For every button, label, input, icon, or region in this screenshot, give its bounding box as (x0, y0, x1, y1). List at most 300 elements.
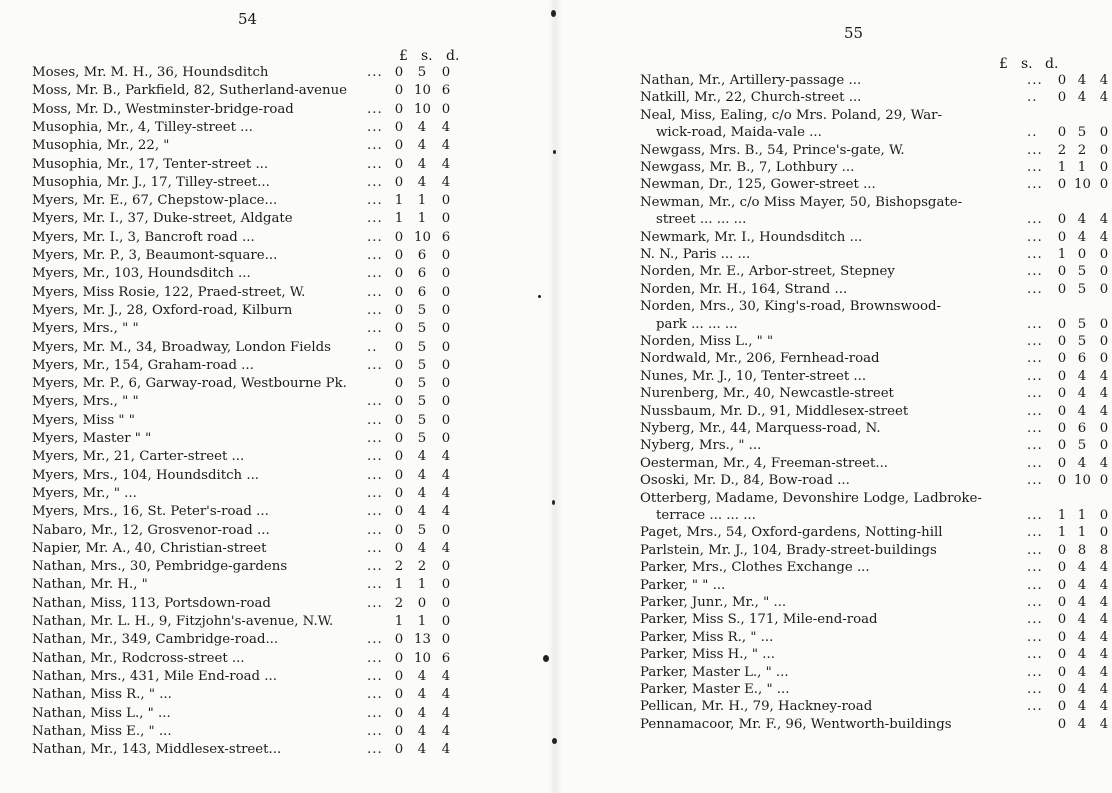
pounds-value: 1 (394, 211, 404, 227)
subscriber-row (640, 385, 1109, 403)
subscriber-row (640, 559, 1109, 577)
shillings-value: 10 (1074, 177, 1091, 193)
shillings-value: 4 (1077, 629, 1087, 645)
subscriber-name: Ososki, Mr. D., 84, Bow-road ... (640, 473, 850, 489)
shillings-value: 4 (1077, 403, 1087, 419)
shillings-value: 10 (414, 101, 431, 117)
pence-value: 8 (1099, 542, 1109, 558)
subscriber-name: Myers, Mr. P., 3, Beaumont-square... (32, 248, 278, 263)
pence-value: 0 (441, 321, 451, 337)
pence-value: 0 (441, 559, 451, 575)
pounds-value: 1 (394, 193, 404, 209)
pence-value: 4 (1099, 577, 1109, 593)
pounds-value: 0 (1057, 577, 1067, 593)
subscriber-name: Newgass, Mrs. B., 54, Prince's-gate, W. (640, 142, 905, 158)
subscriber-name: Parker, Miss H., " ... (640, 647, 775, 663)
ink-speck (551, 10, 556, 17)
pounds-value: 0 (1057, 716, 1067, 732)
shillings-value: 1 (417, 614, 427, 629)
pounds-value: 0 (394, 156, 404, 172)
shillings-value: 5 (417, 394, 427, 410)
pounds-value: 0 (394, 357, 404, 373)
subscriber-name: Nathan, Miss L., " ... (32, 705, 171, 721)
pence-value: 0 (441, 412, 451, 428)
shillings-value: 1 (417, 193, 427, 209)
leader-dots: ... (1027, 264, 1043, 280)
shillings-value: 4 (1077, 229, 1087, 245)
subscriber-name: Newmark, Mr. I., Houndsditch ... (640, 229, 863, 245)
shillings-value: 4 (1077, 386, 1087, 402)
subscriber-row (32, 485, 472, 503)
shillings-value: 4 (417, 119, 427, 135)
subscriber-row (32, 284, 472, 302)
subscriber-name: Nathan, Mr., 143, Middlesex-street... (32, 742, 282, 758)
pence-value: 4 (441, 156, 451, 172)
leader-dots: ... (1027, 560, 1043, 576)
pence-value: 4 (441, 467, 451, 483)
shillings-value: 1 (1077, 160, 1087, 175)
shillings-header: s. (1021, 56, 1033, 72)
shillings-value: 4 (1077, 212, 1087, 228)
leader-dots: ... (1027, 542, 1043, 558)
pounds-header: £ (999, 56, 1008, 72)
leader-dots: ... (1027, 455, 1043, 471)
subscriber-row (32, 503, 472, 521)
pence-value: 0 (1099, 525, 1109, 541)
subscriber-row (32, 412, 472, 430)
leader-dots: ... (367, 449, 383, 465)
leader-dots: .. (1027, 125, 1038, 141)
subscriber-name: Myers, Miss " " (32, 412, 135, 428)
leader-dots: ... (367, 357, 383, 373)
subscriber-row (640, 229, 1109, 247)
ink-speck (543, 655, 549, 662)
shillings-value: 4 (417, 705, 427, 721)
pounds-value: 0 (394, 302, 404, 318)
leader-dots: ... (367, 577, 383, 593)
leader-dots: ... (1027, 142, 1043, 158)
subscriber-row (32, 101, 472, 119)
subscriber-name: street ... ... ... (656, 212, 747, 228)
pence-value: 0 (1099, 351, 1109, 367)
pounds-value: 2 (394, 595, 404, 611)
pence-value: 0 (1099, 316, 1109, 332)
pence-value: 4 (1099, 716, 1109, 732)
subscriber-name: Otterberg, Madame, Devonshire Lodge, Ladbroke- (640, 490, 982, 506)
pounds-value: 0 (1057, 229, 1067, 245)
pence-value: 4 (441, 687, 451, 703)
leader-dots: ... (367, 211, 383, 227)
shillings-value: 4 (417, 742, 427, 758)
pounds-value: 0 (394, 668, 404, 684)
pence-value: 0 (441, 376, 451, 392)
leader-dots: ... (367, 485, 383, 501)
subscriber-row (32, 448, 472, 466)
shillings-value: 5 (417, 339, 427, 355)
right-page (562, 0, 1109, 793)
pounds-value: 0 (1057, 368, 1067, 384)
leader-dots: ... (1027, 247, 1043, 262)
leader-dots: ... (1027, 473, 1043, 489)
leader-dots: ... (367, 559, 383, 575)
pence-value: 0 (1099, 508, 1109, 523)
pounds-value: 0 (394, 431, 404, 446)
leader-dots: ... (367, 595, 383, 611)
subscriber-row (640, 350, 1109, 368)
subscriber-name: Moss, Mr. B., Parkfield, 82, Sutherland-avenue (32, 83, 348, 99)
leader-dots: ... (1027, 421, 1043, 436)
shillings-value: 1 (417, 211, 427, 227)
entry-continuation-row (640, 124, 1109, 142)
pounds-value: 0 (394, 229, 404, 245)
ink-speck (538, 295, 541, 298)
subscriber-row (640, 472, 1109, 490)
leader-dots: ... (367, 119, 383, 135)
pounds-value: 0 (1057, 212, 1067, 228)
subscriber-name: Nussbaum, Mr. D., 91, Middlesex-street (640, 403, 909, 419)
pounds-value: 0 (394, 394, 404, 410)
pounds-value: 0 (1057, 421, 1067, 436)
pounds-header: £ (399, 48, 408, 64)
shillings-value: 5 (417, 431, 427, 446)
subscriber-name: Myers, Mr., 154, Graham-road ... (32, 357, 254, 373)
subscriber-name: Nathan, Mrs., 30, Pembridge-gardens (32, 559, 288, 575)
pence-value: 4 (441, 119, 451, 135)
pence-value: 0 (1099, 264, 1109, 280)
shillings-value: 0 (1077, 247, 1087, 262)
pence-value: 0 (1099, 142, 1109, 158)
leader-dots: ... (367, 394, 383, 410)
pounds-value: 0 (1057, 595, 1067, 610)
subscriber-name: Nyberg, Mr., 44, Marquess-road, N. (640, 421, 881, 436)
pence-value: 4 (1099, 560, 1109, 576)
entry-continuation-row (640, 507, 1109, 525)
leader-dots: ... (1027, 160, 1043, 175)
subscriber-name: Nunes, Mr. J., 10, Tenter-street ... (640, 368, 867, 384)
pence-value: 4 (1099, 455, 1109, 471)
pounds-value: 0 (394, 632, 404, 648)
pounds-value: 2 (394, 559, 404, 575)
shillings-value: 5 (1077, 281, 1087, 297)
shillings-value: 4 (1077, 560, 1087, 576)
pounds-value: 0 (1057, 438, 1067, 454)
pounds-value: 1 (394, 577, 404, 593)
subscriber-name: Parker, Master E., " ... (640, 682, 790, 697)
subscriber-name: Myers, Miss Rosie, 122, Praed-street, W. (32, 284, 306, 300)
leader-dots: ... (367, 687, 383, 703)
shillings-value: 10 (414, 83, 431, 99)
subscriber-row (32, 229, 472, 247)
shillings-value: 4 (1077, 595, 1087, 610)
shillings-value: 4 (1077, 699, 1087, 715)
pence-value: 6 (441, 83, 451, 99)
subscriber-row (32, 64, 472, 82)
pounds-value: 1 (1057, 160, 1067, 175)
pounds-value: 0 (1057, 629, 1067, 645)
subscriber-row (640, 681, 1109, 699)
shillings-value: 4 (1077, 455, 1087, 471)
subscriber-row (640, 611, 1109, 629)
subscriber-name: Nathan, Miss E., " ... (32, 723, 172, 739)
subscriber-name: Myers, Mr., 21, Carter-street ... (32, 449, 245, 465)
pounds-value: 0 (394, 339, 404, 355)
page-number: 54 (238, 10, 258, 28)
subscriber-name: Parker, Miss S., 171, Mile-end-road (640, 612, 878, 628)
shillings-value: 6 (417, 248, 427, 263)
leader-dots: ... (367, 302, 383, 318)
pence-value: 0 (441, 101, 451, 117)
subscriber-name: Moses, Mr. M. H., 36, Houndsditch (32, 65, 269, 80)
leader-dots: ... (1027, 577, 1043, 593)
shillings-header: s. (421, 48, 433, 64)
subscriber-name: Nathan, Mr. H., " (32, 577, 148, 593)
subscriber-name: park ... ... ... (656, 316, 738, 332)
subscriber-row (32, 650, 472, 668)
shillings-value: 6 (417, 266, 427, 282)
pence-value: 0 (441, 577, 451, 593)
shillings-value: 4 (1077, 90, 1087, 106)
leader-dots: ... (367, 650, 383, 666)
subscriber-row (32, 595, 472, 613)
leader-dots: ... (1027, 699, 1043, 715)
shillings-value: 5 (1077, 125, 1087, 141)
leader-dots: ... (367, 101, 383, 117)
entry-continuation-row (640, 316, 1109, 334)
subscriber-row (640, 159, 1109, 177)
pounds-value: 0 (1057, 177, 1067, 193)
pounds-value: 0 (394, 83, 404, 99)
subscriber-name: Parker, Junr., Mr., " ... (640, 595, 787, 610)
pounds-value: 0 (1057, 455, 1067, 471)
leader-dots: ... (367, 504, 383, 520)
pence-value: 6 (441, 650, 451, 666)
subscriber-name: Parker, " " ... (640, 577, 726, 593)
subscriber-row (640, 403, 1109, 421)
subscriber-row (32, 265, 472, 283)
leader-dots: ... (1027, 73, 1043, 88)
shillings-value: 5 (1077, 334, 1087, 349)
pounds-value: 0 (1057, 90, 1067, 106)
leader-dots: .. (367, 339, 378, 355)
subscriber-name: Moss, Mr. D., Westminster-bridge-road (32, 101, 294, 117)
pence-value: 0 (441, 522, 451, 538)
pounds-value: 0 (394, 504, 404, 520)
subscriber-row (640, 142, 1109, 160)
subscriber-row (32, 686, 472, 704)
subscriber-row (32, 393, 472, 411)
shillings-value: 4 (417, 540, 427, 556)
subscriber-name: Nathan, Miss R., " ... (32, 687, 172, 703)
pounds-value: 0 (1057, 560, 1067, 576)
leader-dots: ... (367, 723, 383, 739)
ink-speck (552, 500, 555, 505)
pence-value: 0 (1099, 247, 1109, 262)
subscriber-name: Musophia, Mr., 17, Tenter-street ... (32, 156, 269, 172)
leader-dots: ... (1027, 629, 1043, 645)
subscriber-row (32, 522, 472, 540)
subscriber-row (640, 646, 1109, 664)
subscriber-row (32, 320, 472, 338)
pence-value: 4 (441, 540, 451, 556)
pounds-value: 0 (394, 119, 404, 135)
leader-dots: ... (367, 193, 383, 209)
pence-value: 4 (1099, 229, 1109, 245)
pence-value: 4 (1099, 73, 1109, 88)
pounds-value: 0 (394, 376, 404, 392)
ink-speck (553, 150, 556, 154)
pence-value: 4 (441, 723, 451, 739)
pence-value: 4 (1099, 664, 1109, 680)
pence-value: 0 (441, 248, 451, 263)
subscriber-name: terrace ... ... ... (656, 508, 756, 523)
subscriber-row (32, 174, 472, 192)
subscriber-row (32, 668, 472, 686)
pounds-value: 0 (1057, 351, 1067, 367)
pounds-value: 1 (394, 614, 404, 629)
subscriber-name: Myers, Mr., " ... (32, 485, 137, 501)
subscriber-row (32, 137, 472, 155)
leader-dots: ... (367, 632, 383, 648)
pounds-value: 0 (1057, 682, 1067, 697)
subscriber-row (640, 281, 1109, 299)
subscriber-row (32, 375, 472, 393)
pence-value: 0 (1099, 160, 1109, 175)
pence-value: 4 (1099, 90, 1109, 106)
subscriber-row (640, 664, 1109, 682)
shillings-value: 4 (417, 174, 427, 190)
subscriber-row (32, 210, 472, 228)
shillings-value: 4 (1077, 368, 1087, 384)
pence-value: 4 (1099, 386, 1109, 402)
shillings-value: 4 (1077, 647, 1087, 663)
pence-value: 0 (441, 211, 451, 227)
pence-value: 0 (441, 357, 451, 373)
subscriber-name: Neal, Miss, Ealing, c/o Mrs. Poland, 29, War- (640, 107, 942, 123)
pence-value: 4 (441, 138, 451, 154)
pounds-value: 0 (1057, 612, 1067, 628)
pounds-value: 0 (1057, 125, 1067, 141)
shillings-value: 10 (1074, 473, 1091, 489)
pence-value: 4 (1099, 212, 1109, 228)
pence-value: 0 (1099, 177, 1109, 193)
leader-dots: ... (1027, 368, 1043, 384)
subscriber-name: Myers, Mrs., " " (32, 321, 139, 337)
pence-header: d. (1045, 56, 1059, 72)
pence-value: 4 (441, 504, 451, 520)
subscriber-row (640, 490, 1090, 508)
subscriber-name: Nathan, Mr. L. H., 9, Fitzjohn's-avenue, N.W. (32, 614, 334, 629)
shillings-value: 4 (417, 723, 427, 739)
pence-value: 4 (1099, 612, 1109, 628)
pence-value: 4 (1099, 629, 1109, 645)
subscriber-name: Pellican, Mr. H., 79, Hackney-road (640, 699, 873, 715)
shillings-value: 5 (1077, 438, 1087, 454)
shillings-value: 4 (1077, 716, 1087, 732)
leader-dots: ... (367, 522, 383, 538)
subscriber-row (640, 524, 1109, 542)
pence-value: 4 (1099, 368, 1109, 384)
leader-dots: ... (367, 467, 383, 483)
pence-value: 4 (1099, 647, 1109, 663)
shillings-value: 5 (417, 302, 427, 318)
subscriber-name: Myers, Mr. I., 37, Duke-street, Aldgate (32, 211, 293, 227)
pence-value: 6 (441, 229, 451, 245)
subscriber-row (640, 716, 1109, 734)
subscriber-name: Parlstein, Mr. J., 104, Brady-street-buildings (640, 542, 937, 558)
pence-value: 0 (1099, 334, 1109, 349)
subscriber-row (640, 89, 1109, 107)
leader-dots: ... (1027, 612, 1043, 628)
pence-header: d. (446, 48, 460, 64)
subscriber-row (32, 82, 472, 100)
subscriber-row (32, 540, 472, 558)
pounds-value: 0 (1057, 647, 1067, 663)
pence-value: 4 (441, 174, 451, 190)
shillings-value: 10 (414, 650, 431, 666)
pounds-value: 0 (394, 650, 404, 666)
pounds-value: 0 (1057, 334, 1067, 349)
subscriber-row (640, 629, 1109, 647)
pounds-value: 0 (394, 540, 404, 556)
subscriber-name: Norden, Mr. H., 164, Strand ... (640, 281, 848, 297)
leader-dots: .. (1027, 90, 1038, 106)
leader-dots: ... (1027, 508, 1043, 523)
subscriber-name: N. N., Paris ... ... (640, 247, 751, 262)
shillings-value: 4 (1077, 682, 1087, 697)
subscriber-row (640, 542, 1109, 560)
subscriber-row (32, 430, 472, 448)
pounds-value: 0 (394, 248, 404, 263)
subscriber-name: wick-road, Maida-vale ... (656, 125, 822, 141)
subscriber-name: Myers, Mr. I., 3, Bancroft road ... (32, 229, 255, 245)
subscriber-name: Parker, Master L., " ... (640, 664, 789, 680)
pounds-value: 0 (394, 687, 404, 703)
subscriber-name: Norden, Mr. E., Arbor-street, Stepney (640, 264, 895, 280)
subscriber-row (32, 467, 472, 485)
leader-dots: ... (1027, 212, 1043, 228)
pounds-value: 0 (394, 742, 404, 758)
pounds-value: 2 (1057, 142, 1067, 158)
subscriber-name: Natkill, Mr., 22, Church-street ... (640, 90, 862, 106)
leader-dots: ... (1027, 647, 1043, 663)
subscriber-name: Newman, Mr., c/o Miss Mayer, 50, Bishopsgate- (640, 194, 963, 210)
pounds-value: 0 (394, 101, 404, 117)
pence-value: 0 (1099, 421, 1109, 436)
pence-value: 0 (441, 302, 451, 318)
subscriber-name: Nathan, Mr., Rodcross-street ... (32, 650, 245, 666)
pounds-value: 0 (1057, 699, 1067, 715)
subscriber-name: Myers, Mr. M., 34, Broadway, London Fields (32, 339, 331, 355)
leader-dots: ... (367, 742, 383, 758)
subscriber-name: Oesterman, Mr., 4, Freeman-street... (640, 455, 889, 471)
subscriber-row (640, 368, 1109, 386)
shillings-value: 13 (414, 632, 431, 648)
shillings-value: 1 (1077, 525, 1087, 541)
shillings-value: 4 (417, 138, 427, 154)
pounds-value: 0 (1057, 386, 1067, 402)
shillings-value: 4 (417, 156, 427, 172)
pounds-value: 0 (1057, 73, 1067, 88)
subscriber-row (32, 302, 472, 320)
pounds-value: 0 (1057, 473, 1067, 489)
pounds-value: 0 (394, 321, 404, 337)
pence-value: 4 (441, 742, 451, 758)
subscriber-name: Newgass, Mr. B., 7, Lothbury ... (640, 160, 855, 175)
shillings-value: 2 (417, 559, 427, 575)
subscriber-name: Myers, Mr. P., 6, Garway-road, Westbourne Pk. (32, 376, 347, 392)
shillings-value: 0 (417, 595, 427, 611)
pounds-value: 0 (1057, 281, 1067, 297)
